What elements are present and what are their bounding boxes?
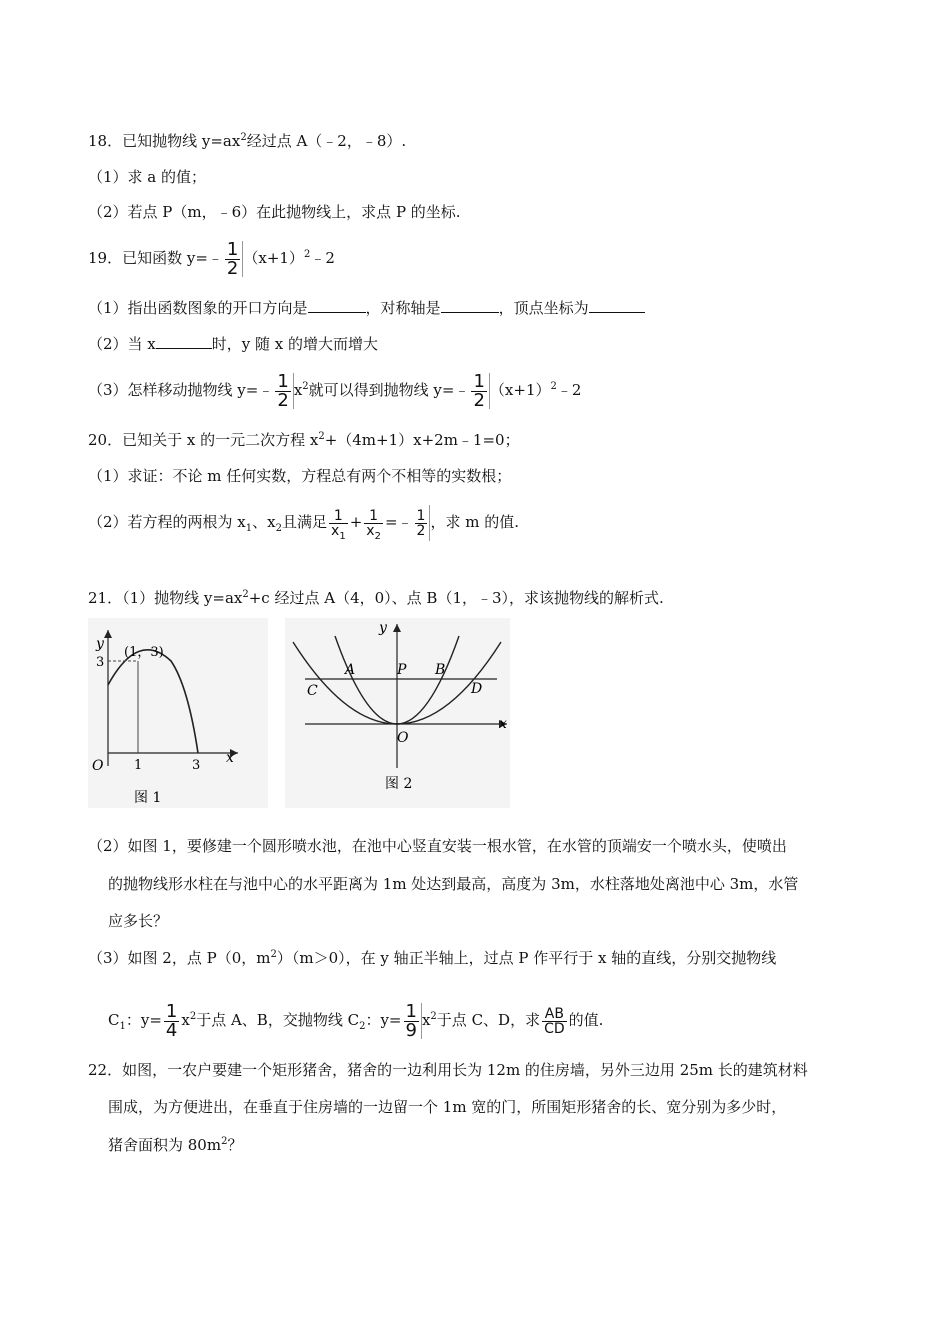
fig2-point-b: B — [435, 662, 446, 678]
fig2-x-label: x — [499, 716, 507, 732]
fraction-one-half: $\frac{1}{2}$ — [416, 507, 426, 539]
fig1-caption: 图 1 — [134, 790, 162, 806]
figure-1 — [88, 618, 268, 808]
fig1-origin: O — [92, 758, 104, 774]
q18-part2: （2）若点 P（m，﹣6）在此抛物线上，求点 P 的坐标. — [88, 203, 461, 221]
fig2-point-p: P — [397, 662, 407, 678]
fig2-point-a: A — [345, 662, 356, 678]
fraction-one-over-x2: $\frac{1}{x_2}$ — [366, 507, 381, 542]
q19-part3: （3）怎样移动抛物线 y=﹣ $\frac{1}{2}$ $x^2$就可以得到抛物线 y=﹣ $\frac{1}{2}$ $(x+1)^2﹣2$ — [88, 370, 582, 411]
fig1-x-tick-3: 3 — [192, 758, 201, 773]
fraction-one-quarter: $\frac{1}{4}$ — [165, 1000, 178, 1041]
fraction-ab-over-cd: $\frac{AB}{CD}$ — [544, 1005, 565, 1037]
q21-part3-line1: （3）如图 2，点 P（0，$m^2)(m>0)$，在 y 轴正半轴上，过点 P 作平行于 x 轴的直线，分别交抛物线 — [88, 949, 777, 967]
q21-part2-line3: 应多长？ — [108, 912, 169, 930]
q19-stem: 19．已知函数 y=﹣ $\frac{1}{2}$ $(x+1)^2﹣2$ — [88, 238, 335, 279]
fig1-x-label: x — [226, 750, 234, 766]
fig1-peak-label: (1，3) — [124, 645, 164, 660]
fig1-x-tick-1: 1 — [134, 758, 143, 773]
figure-2 — [285, 618, 510, 808]
fig2-y-label: y — [379, 620, 387, 636]
fig2-point-d: D — [471, 681, 483, 697]
q20-part1: （1）求证：不论 m 任何实数，方程总有两个不相等的实数根； — [88, 467, 512, 485]
q21-part3-line2: $C_1$：y= $\frac{1}{4}$ $x^2$于点 A、B，交抛物线 $C_2$：y= $\frac{1}{9}$ $x^2$于点 C、D，求 $\frac{AB}{CD}$ 的值. — [108, 1000, 604, 1041]
q22-line2: 围成，为方便进出，在垂直于住房墙的一边留一个 1m 宽的门，所围矩形猪舍的长、宽分别为多少时， — [108, 1098, 787, 1116]
q22-line1: 22．如图，一农户要建一个矩形猪舍，猪舍的一边利用长为 12m 的住房墙，另外三边用 25m 长的建筑材料 — [88, 1061, 808, 1079]
fig1-y-tick: 3 — [96, 655, 105, 670]
q22-line3: 猪舍面积为 $80m^2$？ — [108, 1136, 243, 1154]
fraction-one-ninth: $\frac{1}{9}$ — [405, 1000, 417, 1041]
fraction-one-half: $\frac{1}{2}$ — [277, 370, 289, 411]
fig2-caption: 图 2 — [385, 776, 413, 792]
q20-part2: （2）若方程的两根为 $x_1$、$x_2$且满足 $\frac{1}{x_1}$ + $\frac{1}{x_2}$ =﹣ $\frac{1}{2}$ ，求 m 的值. — [88, 500, 519, 544]
q19-part2: （2）当 x 时，y 随 x 的增大而增大 — [88, 335, 379, 353]
fig2-point-c: C — [307, 683, 318, 699]
q19-part1: （1）指出函数图象的开口方向是 ，对称轴是 ，顶点坐标为 — [88, 298, 645, 318]
q21-part2-line2: 的抛物线形水柱在与池中心的水平距离为 1m 处达到最高，高度为 3m，水柱落地处离池中心 3m，水管 — [108, 875, 799, 893]
fraction-one-half: $\frac{1}{2}$ — [473, 370, 485, 411]
q21-stem: 21．（1）抛物线 $y=ax^2+c$ 经过点 A（4，0）、点 B（1，﹣3），求该抛物线的解析式. — [88, 589, 664, 607]
q18-part1: （1）求 a 的值； — [88, 168, 207, 186]
q18-stem: 18．已知抛物线 $y=ax^2$经过点 A（﹣2，﹣8）. — [88, 132, 407, 150]
fraction-one-half: $\frac{1}{2}$ — [226, 238, 239, 279]
fig1-y-label: y — [96, 636, 104, 652]
q21-part2-line1: （2）如图 1，要修建一个圆形喷水池，在池中心竖直安装一根水管，在水管的顶端安一个喷水头，使喷出 — [88, 837, 787, 855]
fig2-origin: O — [397, 730, 409, 746]
fraction-one-over-x1: $\frac{1}{x_1}$ — [331, 507, 346, 542]
q20-stem: 20．已知关于 x 的一元二次方程 $x^2+(4m+1)x+2m﹣1=0$； — [88, 431, 520, 449]
